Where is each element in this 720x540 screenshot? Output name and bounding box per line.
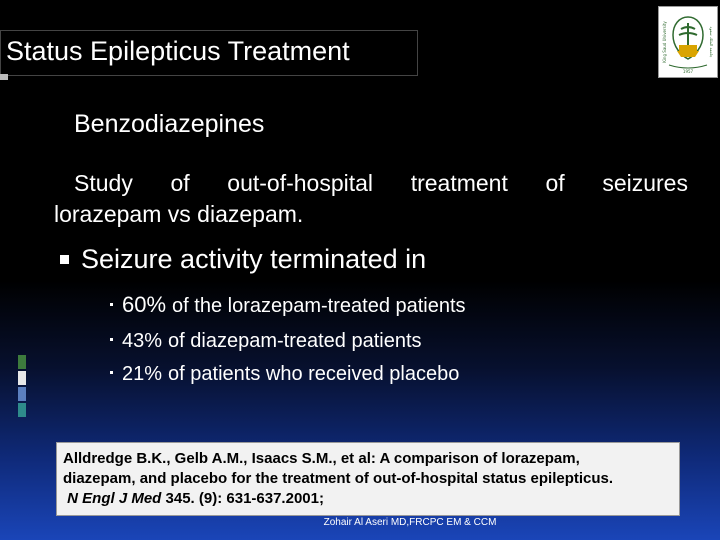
study-line-1: Study of out-of-hospital treatment of seizures — [74, 170, 688, 196]
slide-title: Status Epilepticus Treatment — [6, 36, 350, 66]
side-color-marks — [18, 355, 26, 419]
svg-text:جامعة الملك سعود: جامعة الملك سعود — [709, 26, 714, 58]
sub-bullet-value: 21% — [122, 363, 163, 385]
bullet-text: Seizure activity terminated in — [81, 244, 427, 274]
sub-bullet-text: of patients who received placebo — [168, 363, 460, 385]
reference-box — [56, 442, 680, 516]
study-line-2: lorazepam vs diazepam. — [54, 201, 304, 227]
sub-bullet-item — [110, 330, 422, 353]
sub-bullet-item — [110, 363, 459, 386]
university-logo — [658, 6, 718, 78]
dot-bullet-icon — [110, 371, 113, 374]
dot-bullet-icon — [110, 303, 113, 306]
citation: 345. (9): 631-637.2001; — [165, 490, 324, 507]
dot-bullet-icon — [110, 338, 113, 341]
reference-line-1: Alldredge B.K., Gelb A.M., Isaacs S.M., et al: A comparison of lorazepam, — [63, 450, 580, 467]
svg-text:King Saud University: King Saud University — [662, 21, 667, 63]
reference-line-2: diazepam, and placebo for the treatment of out-of-hospital status epilepticus. — [63, 470, 614, 487]
bullet-item — [60, 244, 426, 275]
study-description — [54, 168, 688, 230]
reference-line-3 — [63, 489, 679, 509]
sub-bullet-text: of the lorazepam-treated patients — [172, 295, 466, 317]
king-saud-university-logo-icon — [659, 7, 717, 77]
sub-bullet-value: 60% — [122, 292, 167, 317]
sub-bullet-item — [110, 292, 466, 318]
side-mark — [18, 371, 26, 385]
section-heading: Benzodiazepines — [74, 110, 265, 138]
journal-name: N Engl J Med — [67, 490, 162, 507]
side-mark — [18, 387, 26, 401]
sub-bullet-text: of diazepam-treated patients — [168, 330, 422, 352]
footer-author: Zohair Al Aseri MD,FRCPC EM & CCM — [323, 517, 497, 528]
square-bullet-icon — [60, 255, 69, 264]
svg-text:1957: 1957 — [682, 69, 694, 74]
sub-bullet-value: 43% — [122, 330, 163, 352]
side-mark — [18, 355, 26, 369]
side-mark — [18, 403, 26, 417]
title-accent — [0, 74, 8, 80]
